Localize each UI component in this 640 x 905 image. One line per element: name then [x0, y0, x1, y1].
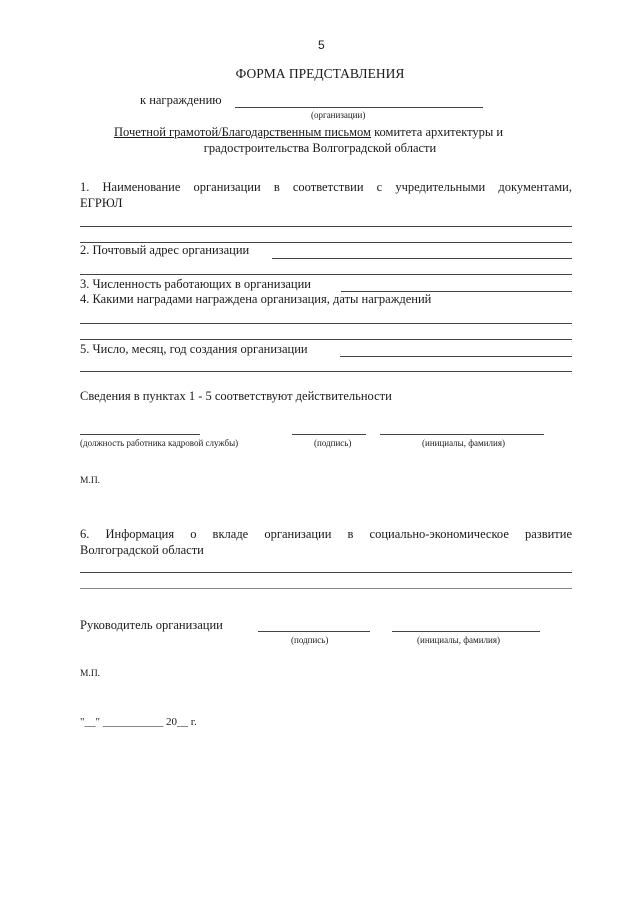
item3-label: 3. Численность работающих в организации [80, 277, 311, 291]
head-label: Руководитель организации [80, 618, 223, 632]
item6-label-region: Волгоградской области [80, 543, 204, 557]
award-type-line2: градостроительства Волгоградской области [203, 141, 437, 155]
form-title: ФОРМА ПРЕДСТАВЛЕНИЯ [235, 66, 405, 81]
item2-answer-line-2[interactable] [80, 274, 572, 275]
hr-position-caption: (должность работника кадровой службы) [80, 438, 239, 448]
hr-position-line[interactable] [80, 434, 200, 435]
item2-label: 2. Почтовый адрес организации [80, 243, 250, 257]
award-type-underlined: Почетной грамотой/Благодарственным письмом [114, 125, 371, 139]
page-number: 5 [318, 38, 325, 52]
hr-signature-caption: (подпись) [314, 438, 352, 448]
item5-answer-line-1[interactable] [340, 356, 572, 357]
organization-name-line[interactable] [235, 107, 483, 108]
item6-answer-line-1[interactable] [80, 572, 572, 573]
confirmation-text: Сведения в пунктах 1 - 5 соответствуют действительности [80, 389, 392, 403]
item4-answer-line-1[interactable] [80, 323, 572, 324]
stamp-placeholder-2: М.П. [80, 669, 101, 679]
hr-initials-line[interactable] [380, 434, 544, 435]
item1-label: 1. Наименование организации в соответствии с учредительными документами, [80, 180, 572, 194]
hr-initials-caption: (инициалы, фамилия) [422, 438, 505, 448]
item6-answer-line-2[interactable] [80, 588, 572, 589]
item4-answer-line-2[interactable] [80, 339, 572, 340]
item6-label: 6. Информация о вкладе организации в социально-экономическое развитие [80, 527, 572, 541]
item1-label-egrul: ЕГРЮЛ [80, 196, 123, 210]
date-line[interactable]: "__" ___________ 20__ г. [80, 716, 197, 728]
hr-signature-line[interactable] [292, 434, 366, 435]
head-signature-caption: (подпись) [291, 635, 329, 645]
head-signature-line[interactable] [258, 631, 370, 632]
item4-label: 4. Какими наградами награждена организация, даты награждений [80, 292, 432, 306]
organization-caption: (организации) [311, 110, 366, 120]
head-initials-line[interactable] [392, 631, 540, 632]
item5-label: 5. Число, месяц, год создания организации [80, 342, 308, 356]
item2-answer-line-1[interactable] [272, 258, 572, 259]
award-type-rest: комитета архитектуры и [374, 125, 504, 139]
award-type [100, 125, 503, 140]
head-initials-caption: (инициалы, фамилия) [417, 635, 500, 645]
item1-answer-line-1[interactable] [80, 226, 572, 227]
item5-answer-line-2[interactable] [80, 371, 572, 372]
stamp-placeholder-1: М.П. [80, 476, 101, 486]
award-prefix: к награждению [140, 93, 222, 107]
